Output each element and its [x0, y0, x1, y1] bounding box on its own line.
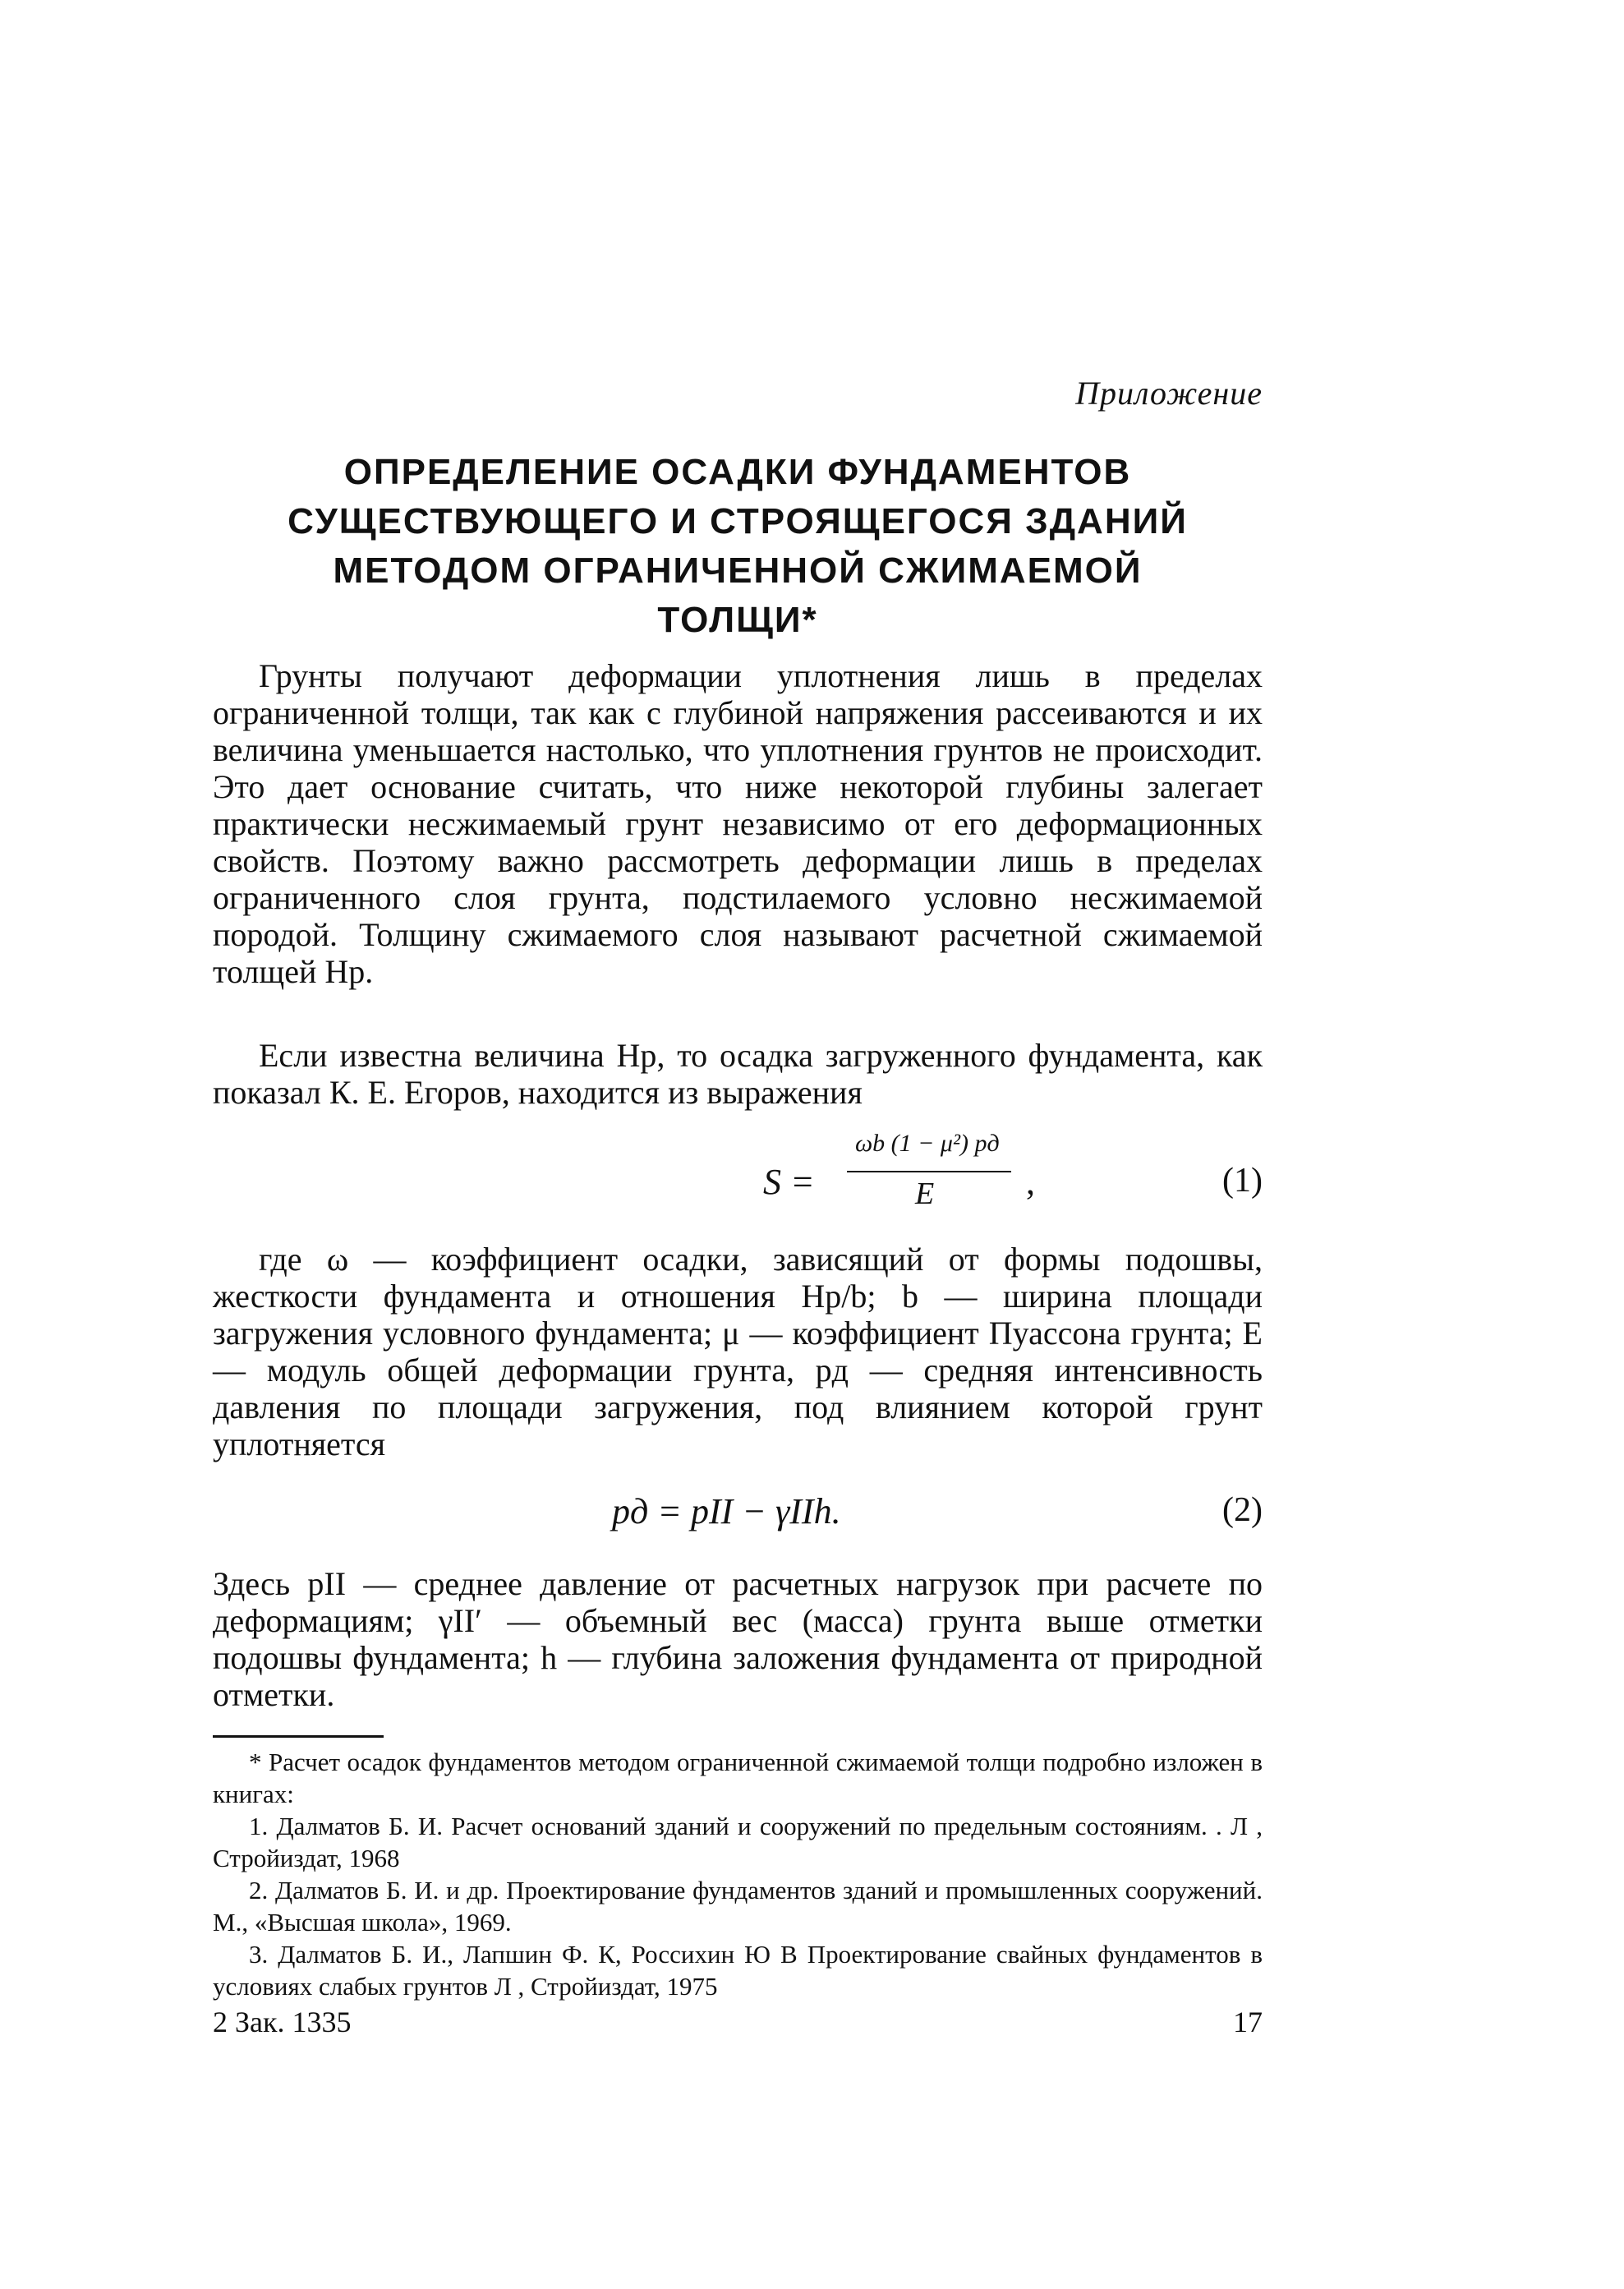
title-line: ТОЛЩИ* [657, 600, 818, 640]
paragraph-2: Если известна величина Hр, то осадка загруженного фундамента, как показал К. Е. Егоров, находится из выражения [213, 1037, 1263, 1111]
paragraph-4: Здесь pII — среднее давление от расчетных нагрузок при расчете по деформациям; γII′ — объемный вес (масса) грунта выше отметки подошвы фундамента; h — глубина заложения фундамента от природной отметки. [213, 1565, 1263, 1713]
formula-2-expression: pд = pII − γIIh. [612, 1491, 841, 1531]
paragraph-1-block [213, 657, 1263, 990]
fraction-bar [847, 1171, 1011, 1172]
appendix-label: Приложение [1075, 375, 1263, 412]
title-line: СУЩЕСТВУЮЩЕГО И СТРОЯЩЕГОСЯ ЗДАНИЙ [288, 501, 1188, 541]
paragraph-3: где ω — коэффициент осадки, зависящий от формы подошвы, жесткости фундамента и отношения Hр/b; b — ширина площади загружения условного фундамента; μ — коэффициент Пуассона грунта; E — модуль общей деформации грунта, pд — средняя интенсивность давления по площади загружения, под влиянием которой грунт уплотняется [213, 1241, 1263, 1462]
formula-1-lhs: S = [763, 1162, 815, 1202]
paragraph-2-block [213, 1037, 1263, 1111]
footnote-divider [213, 1735, 384, 1738]
formula-1-denominator: E [915, 1177, 935, 1211]
formula-1-numerator: ωb (1 − μ²) pд [855, 1130, 1000, 1157]
footnote-item: 1. Далматов Б. И. Расчет оснований зданий и сооружений по предельным состояниям. . Л , Стройиздат, 1968 [213, 1812, 1263, 1872]
formula-1-comma: , [1026, 1162, 1035, 1202]
page-title [213, 448, 1263, 645]
formula-1 [213, 1130, 1263, 1237]
paragraph-1: Грунты получают деформации уплотнения лишь в пределах ограниченной толщи, так как с глубиной напряжения рассеиваются и их величина уменьшается настолько, что уплотнения грунтов не происходит. Это дает основание считать, что ниже некоторой глубины залегает практически несжимаемый грунт независимо от его деформационных свойств. Поэтому важно рассмотреть деформации лишь в пределах ограниченного слоя грунта, подстилаемого условно несжимаемой породой. Толщину сжимаемого слоя называют расчетной сжимаемой толщей Hр. [213, 657, 1263, 990]
paragraph-3-block [213, 1241, 1263, 1462]
equation-number-2: (2) [1222, 1491, 1263, 1529]
title-line: ОПРЕДЕЛЕНИЕ ОСАДКИ ФУНДАМЕНТОВ [343, 452, 1132, 492]
equation-number-1: (1) [1222, 1162, 1263, 1200]
footnote-item: 3. Далматов Б. И., Лапшин Ф. К, Россихин Ю В Проектирование свайных фундаментов в условиях слабых грунтов Л , Стройиздат, 1975 [213, 1940, 1263, 2001]
paragraph-4-block [213, 1565, 1263, 1713]
footnotes [213, 1746, 1263, 2002]
print-order-number: 2 Зак. 1335 [213, 2006, 352, 2038]
footnote-item: * Расчет осадок фундаментов методом ограниченной сжимаемой толщи подробно изложен в книгах: [213, 1748, 1263, 1808]
page-number: 17 [1233, 2006, 1263, 2038]
footnote-item: 2. Далматов Б. И. и др. Проектирование фундаментов зданий и промышленных сооружений. М., «Высшая школа», 1969. [213, 1876, 1263, 1937]
formula-2 [213, 1490, 1263, 1540]
title-line: МЕТОДОМ ОГРАНИЧЕННОЙ СЖИМАЕМОЙ [333, 550, 1143, 591]
